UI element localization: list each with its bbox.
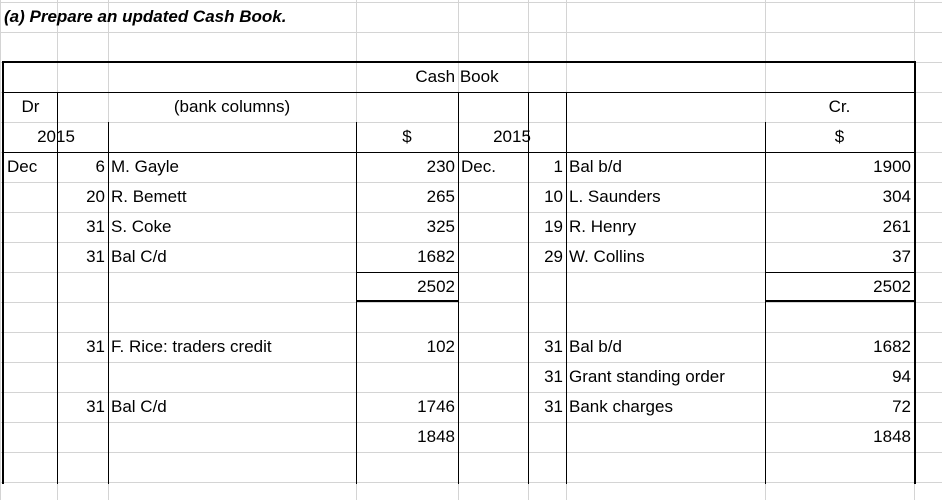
cr-amount: 72	[892, 397, 911, 416]
dr-amount: 265	[426, 187, 455, 206]
dr-total: 2502	[417, 277, 455, 296]
cr-detail: Bal b/d	[569, 157, 622, 176]
cr-total: 2502	[873, 277, 911, 296]
cr-detail: L. Saunders	[569, 187, 661, 206]
cr-total-rule	[765, 300, 914, 302]
dr-day: 31	[86, 337, 105, 356]
cr-detail: R. Henry	[569, 217, 637, 236]
cr-label: Cr.	[828, 97, 851, 116]
dr-total: 1848	[417, 427, 455, 446]
cr-total-rule	[765, 272, 914, 273]
exercise-heading: (a) Prepare an updated Cash Book.	[4, 7, 287, 26]
cr-total: 1848	[873, 427, 911, 446]
cr-month: Dec.	[461, 157, 496, 176]
dr-day: 31	[86, 397, 105, 416]
cr-detail: Grant standing order	[569, 367, 725, 386]
dr-label: Dr	[21, 97, 40, 116]
dr-detail: R. Bemett	[111, 187, 187, 206]
dr-detail: M. Gayle	[111, 157, 180, 176]
cr-day: 31	[544, 367, 563, 386]
dr-day: 6	[95, 157, 105, 176]
dr-day: 31	[86, 247, 105, 266]
cr-day: 31	[544, 337, 563, 356]
cr-amount: 1900	[873, 157, 911, 176]
bank-columns-label: (bank columns)	[173, 97, 291, 116]
cr-amount: 261	[882, 217, 911, 236]
dr-amount: 325	[426, 217, 455, 236]
dr-total-rule	[356, 272, 458, 273]
dr-amount: 1682	[417, 247, 455, 266]
dr-detail: F. Rice: traders credit	[111, 337, 272, 356]
cr-detail: W. Collins	[569, 247, 645, 266]
dr-detail: S. Coke	[111, 217, 172, 236]
dr-amount: 102	[426, 337, 455, 356]
dr-total-rule	[356, 300, 458, 302]
cr-amount: 304	[882, 187, 911, 206]
column-border-cr-detail	[566, 92, 567, 484]
dr-currency: $	[402, 127, 412, 146]
cr-day: 1	[553, 157, 563, 176]
cr-currency: $	[834, 127, 845, 146]
cr-year: 2015	[493, 127, 531, 146]
dr-year: 2015	[37, 127, 75, 146]
cr-day: 29	[544, 247, 563, 266]
cr-day: 10	[544, 187, 563, 206]
cr-detail: Bank charges	[569, 397, 673, 416]
dr-detail: Bal C/d	[111, 247, 167, 266]
dr-amount: 1746	[417, 397, 455, 416]
dr-day: 31	[86, 217, 105, 236]
cr-amount: 94	[892, 367, 911, 386]
cr-amount: 37	[892, 247, 911, 266]
cr-day: 31	[544, 397, 563, 416]
cr-amount: 1682	[873, 337, 911, 356]
cr-detail: Bal b/d	[569, 337, 622, 356]
dr-month: Dec	[7, 157, 38, 176]
table-border-right	[914, 61, 916, 484]
dr-day: 20	[86, 187, 105, 206]
dr-amount: 230	[426, 157, 455, 176]
cash-book-title: Cash Book	[415, 67, 499, 86]
dr-detail: Bal C/d	[111, 397, 167, 416]
cr-day: 19	[544, 217, 563, 236]
